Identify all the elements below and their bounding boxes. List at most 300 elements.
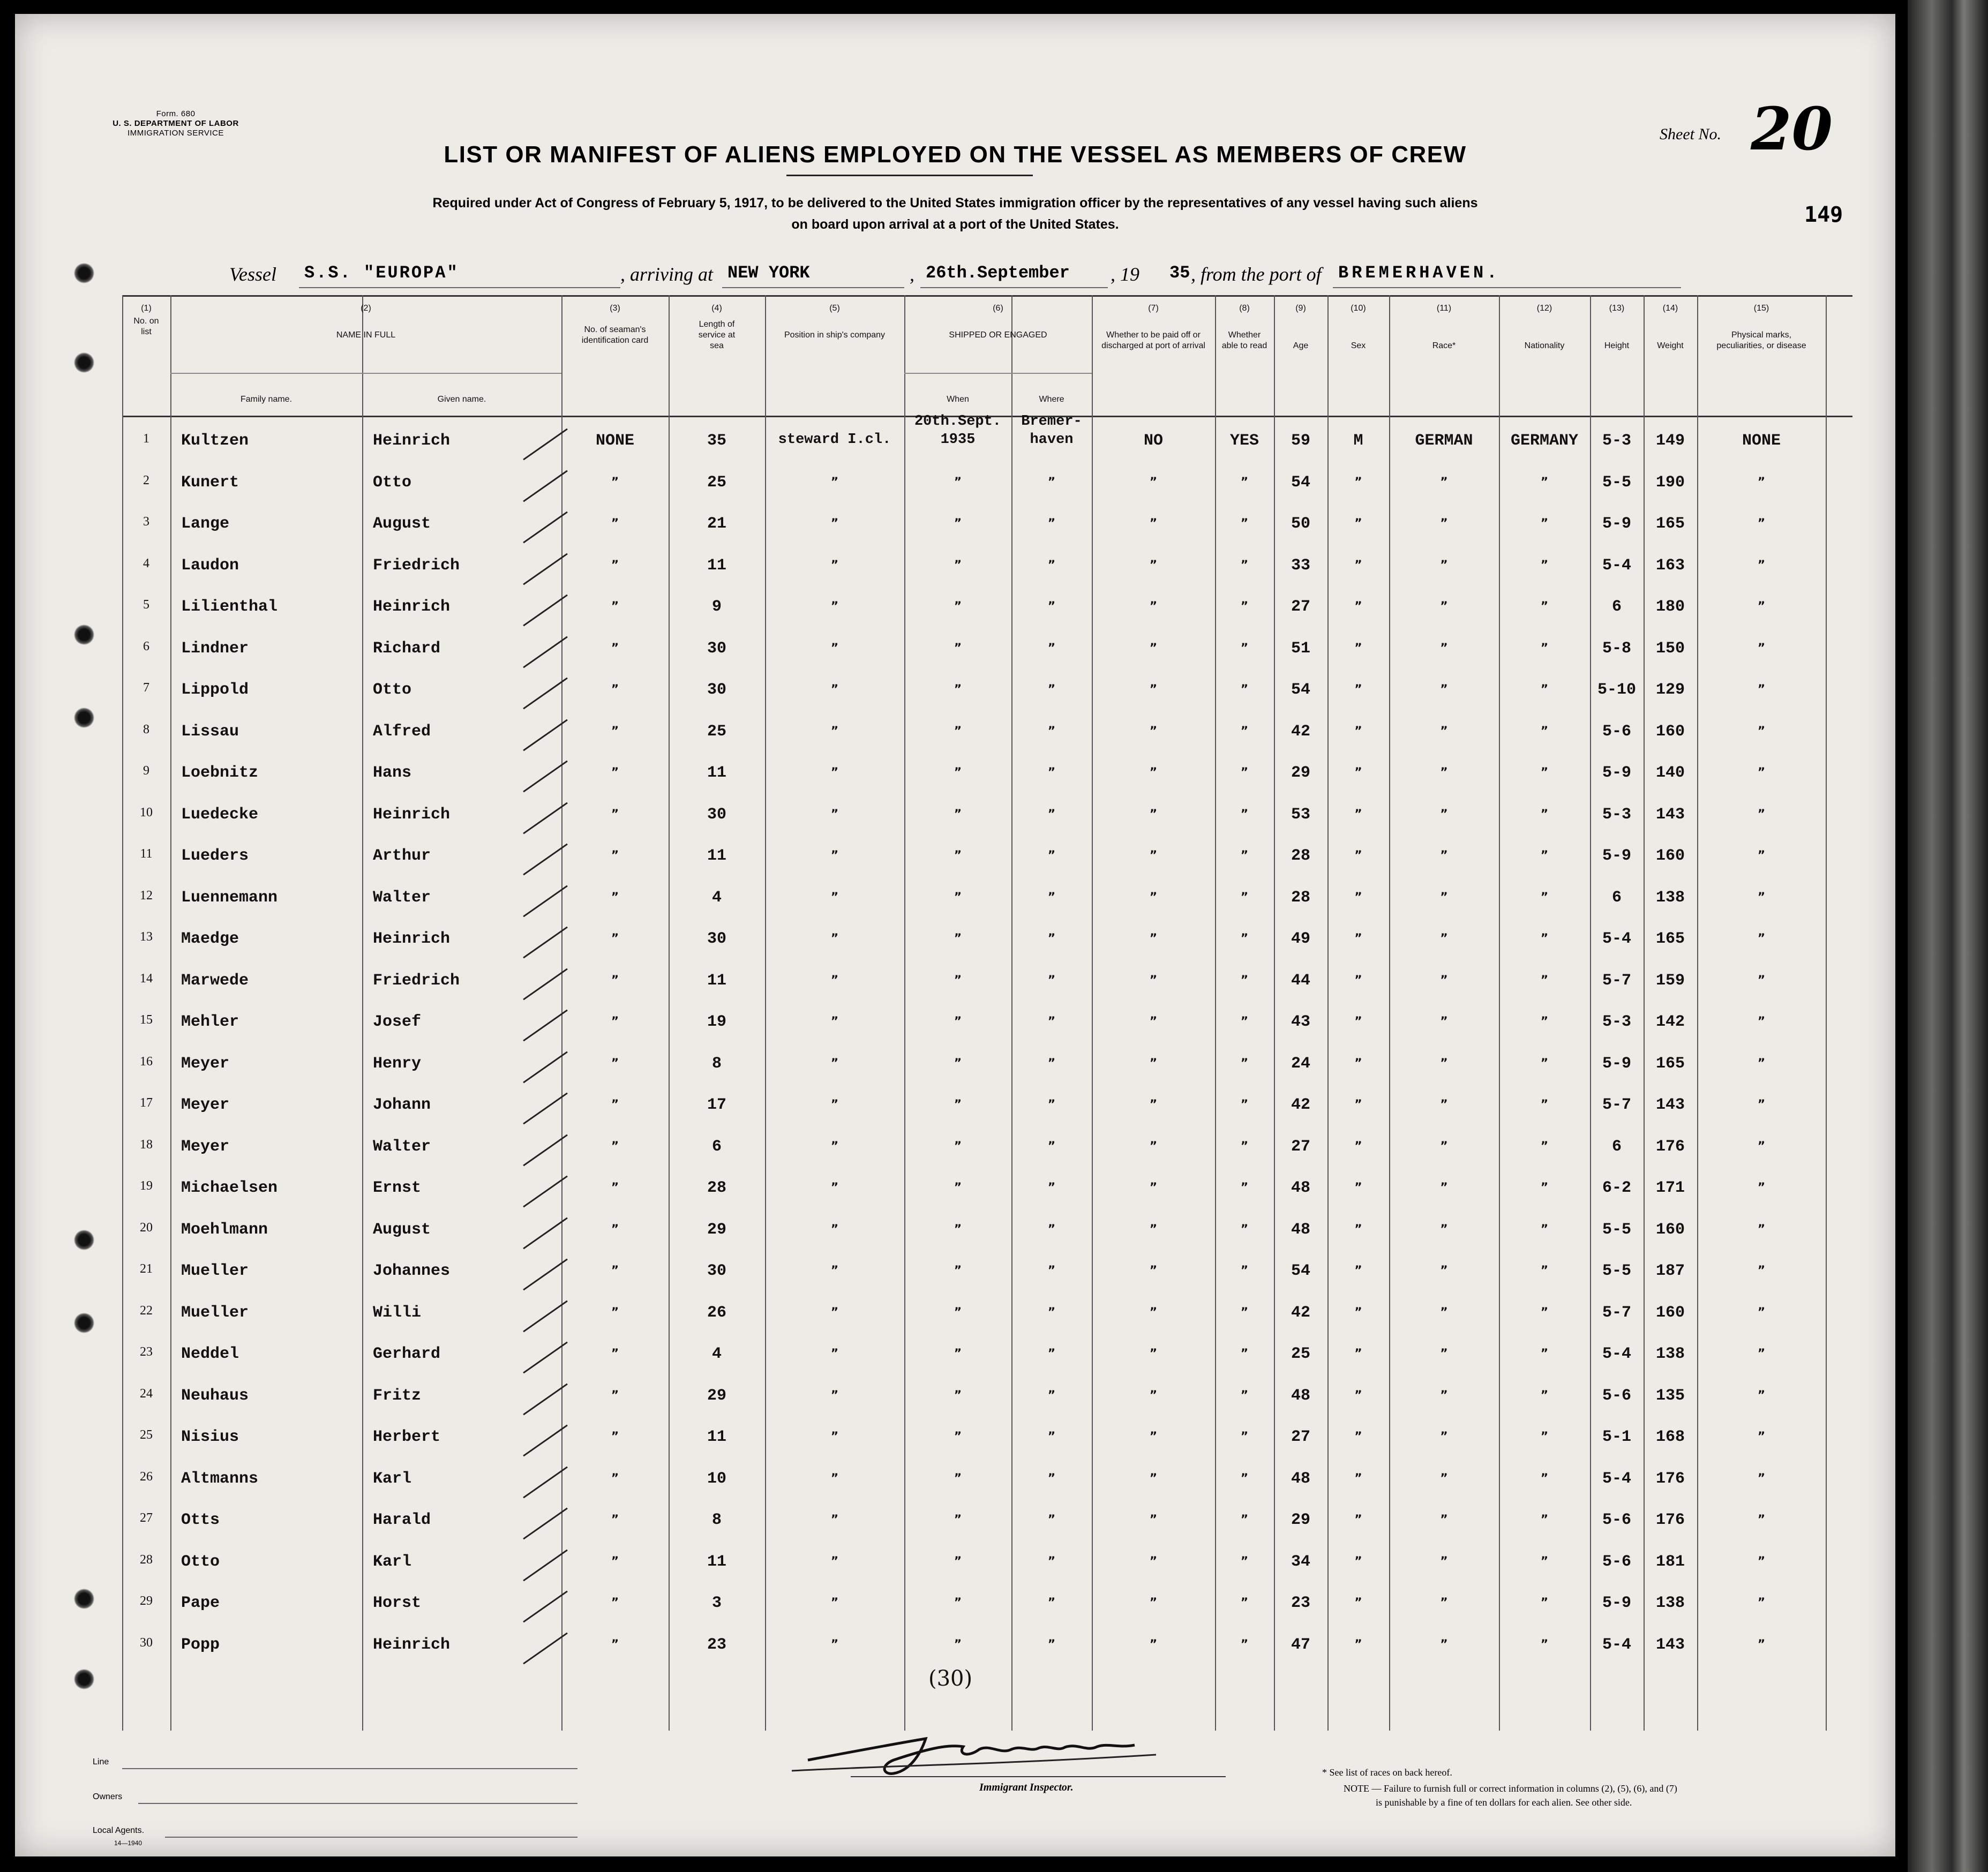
ditto-mark: ”: [1540, 558, 1549, 572]
ditto-mark: ”: [1540, 724, 1549, 738]
ditto-mark: ”: [611, 1264, 619, 1277]
sheet-label: Sheet No.: [1660, 125, 1721, 143]
row-number: 18: [140, 1137, 153, 1152]
ditto-mark: ”: [1149, 517, 1158, 530]
ditto-mark: ”: [1240, 600, 1249, 613]
row-number: 17: [140, 1096, 153, 1110]
family-name: Lippold: [181, 681, 249, 699]
ditto-mark: ”: [1149, 1305, 1158, 1319]
ditto-mark: ”: [1757, 766, 1766, 779]
ditto-mark: ”: [1047, 683, 1056, 696]
given-name: Johann: [373, 1096, 431, 1114]
ditto-mark: ”: [1757, 1222, 1766, 1236]
ditto-mark: ”: [954, 932, 962, 945]
weight: 180: [1655, 598, 1685, 616]
ditto-mark: ”: [1757, 1056, 1766, 1070]
ditto-mark: ”: [1757, 1264, 1766, 1277]
ditto-mark: ”: [1240, 1347, 1249, 1360]
ditto-mark: ”: [611, 1181, 619, 1194]
ditto-mark: ”: [1354, 1554, 1362, 1568]
age: 24: [1291, 1054, 1310, 1073]
ditto-mark: ”: [1440, 1056, 1448, 1070]
age: 48: [1291, 1469, 1310, 1488]
crew-table: [122, 295, 1852, 1731]
ditto-mark: ”: [1440, 849, 1448, 862]
ditto-mark: ”: [611, 849, 619, 862]
family-name: Lueders: [181, 847, 249, 865]
punch-hole: [74, 352, 94, 373]
row-number: 30: [140, 1635, 153, 1650]
family-name: Popp: [181, 1635, 220, 1654]
ditto-mark: ”: [1354, 1596, 1362, 1610]
ditto-mark: ”: [1440, 1471, 1448, 1485]
height: 5-6: [1602, 1386, 1631, 1405]
service-length: 29: [707, 1220, 726, 1239]
page-title: LIST OR MANIFEST OF ALIENS EMPLOYED ON THE VESSEL AS MEMBERS OF CREW: [444, 141, 1467, 168]
height: 5-4: [1602, 930, 1631, 948]
ditto-mark: ”: [954, 1056, 962, 1070]
weight: 163: [1655, 556, 1685, 575]
ditto-mark: ”: [1757, 1388, 1766, 1402]
ditto-mark: ”: [830, 1637, 839, 1651]
ditto-mark: ”: [954, 558, 962, 572]
ditto-mark: ”: [954, 849, 962, 862]
ditto-mark: ”: [1354, 1181, 1362, 1194]
service-length: 25: [707, 473, 726, 492]
row-number: 25: [140, 1428, 153, 1442]
family-name: Laudon: [181, 556, 239, 575]
col-read-header: (8) Whether able to read: [1221, 304, 1267, 350]
ditto-mark: ”: [1149, 890, 1158, 904]
ditto-mark: ”: [1047, 1471, 1056, 1485]
family-name: Meyer: [181, 1096, 230, 1114]
given-name-header: Given name.: [437, 395, 486, 404]
family-name: Luennemann: [181, 888, 278, 907]
ditto-mark: ”: [1047, 517, 1056, 530]
row-number: 23: [140, 1345, 153, 1359]
ditto-mark: ”: [611, 724, 619, 738]
row-number: 2: [143, 473, 149, 487]
ditto-mark: ”: [611, 641, 619, 655]
height: 5-7: [1602, 1096, 1631, 1114]
ditto-mark: ”: [611, 1222, 619, 1236]
age: 44: [1291, 971, 1310, 990]
service-length: 11: [707, 556, 726, 575]
ditto-mark: ”: [830, 890, 839, 904]
col-weight-header: (14) Weight: [1657, 304, 1684, 350]
ditto-mark: ”: [1354, 1098, 1362, 1111]
arrival-year: 35: [1169, 263, 1190, 283]
ditto-mark: ”: [1240, 807, 1249, 821]
inspector-signature: [786, 1723, 1161, 1781]
ditto-mark: ”: [1440, 932, 1448, 945]
ditto-mark: ”: [954, 1637, 962, 1651]
given-name: Alfred: [373, 722, 431, 741]
ditto-mark: ”: [1240, 766, 1249, 779]
ditto-mark: ”: [830, 849, 839, 862]
ditto-mark: ”: [1540, 1388, 1549, 1402]
ditto-mark: ”: [1149, 1056, 1158, 1070]
ditto-mark: ”: [1149, 973, 1158, 987]
ditto-mark: ”: [1149, 1513, 1158, 1527]
ditto-mark: ”: [611, 890, 619, 904]
ditto-mark: ”: [1149, 475, 1158, 489]
ditto-mark: ”: [1047, 1430, 1056, 1444]
height: 5-9: [1602, 847, 1631, 865]
ditto-mark: ”: [1047, 475, 1056, 489]
comma: ,: [910, 264, 914, 285]
ditto-mark: ”: [954, 890, 962, 904]
ditto-mark: ”: [1240, 1554, 1249, 1568]
given-name: Harald: [373, 1511, 431, 1529]
ditto-mark: ”: [1240, 1056, 1249, 1070]
ditto-mark: ”: [1354, 1056, 1362, 1070]
age: 33: [1291, 556, 1310, 575]
shipped-where-2: haven: [1030, 432, 1074, 448]
given-name: Herbert: [373, 1428, 441, 1446]
ditto-mark: ”: [1440, 641, 1448, 655]
family-name: Kultzen: [181, 432, 249, 450]
ditto-mark: ”: [1149, 1139, 1158, 1153]
service-length: 30: [707, 1262, 726, 1280]
service-length: 35: [707, 432, 726, 450]
row-number: 9: [143, 764, 149, 778]
ditto-mark: ”: [1540, 1305, 1549, 1319]
ditto-mark: ”: [1757, 1181, 1766, 1194]
ditto-mark: ”: [1240, 475, 1249, 489]
physical-marks: NONE: [1742, 432, 1781, 450]
ditto-mark: ”: [1540, 1471, 1549, 1485]
owners-rule: [138, 1803, 577, 1804]
ditto-mark: ”: [1757, 890, 1766, 904]
ditto-mark: ”: [1354, 890, 1362, 904]
ditto-mark: ”: [1540, 600, 1549, 613]
ditto-mark: ”: [1354, 683, 1362, 696]
ditto-mark: ”: [1757, 475, 1766, 489]
height: 5-7: [1602, 971, 1631, 990]
ditto-mark: ”: [1149, 849, 1158, 862]
row-number: 24: [140, 1386, 153, 1401]
ditto-mark: ”: [1047, 1388, 1056, 1402]
ditto-mark: ”: [1440, 973, 1448, 987]
family-name: Moehlmann: [181, 1220, 268, 1239]
ditto-mark: ”: [954, 1222, 962, 1236]
line-label: Line: [93, 1757, 109, 1766]
ditto-mark: ”: [1354, 1139, 1362, 1153]
ditto-mark: ”: [830, 932, 839, 945]
ditto-mark: ”: [1149, 1347, 1158, 1360]
weight: 149: [1655, 432, 1685, 450]
age: 54: [1291, 681, 1310, 699]
rule: [1826, 295, 1827, 1731]
ditto-mark: ”: [611, 1305, 619, 1319]
height: 5-5: [1602, 1220, 1631, 1239]
ditto-mark: ”: [1149, 1471, 1158, 1485]
ditto-mark: ”: [1540, 766, 1549, 779]
punch-hole: [74, 625, 94, 645]
ditto-mark: ”: [830, 1471, 839, 1485]
family-name: Mueller: [181, 1262, 249, 1280]
underline: [920, 287, 1108, 288]
weight: 190: [1655, 473, 1685, 492]
ditto-mark: ”: [1540, 1513, 1549, 1527]
service-length: 4: [711, 888, 722, 907]
ditto-mark: ”: [1354, 475, 1362, 489]
ditto-mark: ”: [611, 1513, 619, 1527]
row-number: 5: [143, 598, 149, 612]
col-service-header: (4) Length of service at sea: [698, 304, 736, 350]
ditto-mark: ”: [1757, 1471, 1766, 1485]
weight: 165: [1655, 1054, 1685, 1073]
family-name: Pape: [181, 1594, 220, 1612]
ditto-mark: ”: [611, 973, 619, 987]
given-name: Otto: [373, 681, 412, 699]
ditto-mark: ”: [1047, 1554, 1056, 1568]
ditto-mark: ”: [1540, 1222, 1549, 1236]
age: 43: [1291, 1013, 1310, 1031]
ditto-mark: ”: [1354, 1388, 1362, 1402]
ditto-mark: ”: [1149, 807, 1158, 821]
ditto-mark: ”: [1540, 973, 1549, 987]
ditto-mark: ”: [1354, 724, 1362, 738]
height: 5-8: [1602, 639, 1631, 658]
ditto-mark: ”: [954, 724, 962, 738]
row-number: 14: [140, 971, 153, 986]
vessel-label: Vessel: [229, 264, 276, 285]
ditto-mark: ”: [830, 1015, 839, 1028]
row-number: 26: [140, 1469, 153, 1484]
height: 5-5: [1602, 473, 1631, 492]
ditto-mark: ”: [1540, 1596, 1549, 1610]
service-length: 3: [711, 1594, 722, 1612]
row-number: 12: [140, 888, 153, 903]
ditto-mark: ”: [1047, 766, 1056, 779]
height: 5-7: [1602, 1303, 1631, 1322]
ditto-mark: ”: [1047, 724, 1056, 738]
underline: [722, 287, 904, 288]
row-number: 13: [140, 930, 153, 944]
ditto-mark: ”: [1240, 1305, 1249, 1319]
ditto-mark: ”: [1440, 1596, 1448, 1610]
ditto-mark: ”: [954, 1139, 962, 1153]
ditto-mark: ”: [830, 1430, 839, 1444]
given-name: Ernst: [373, 1179, 422, 1197]
weight: 165: [1655, 515, 1685, 533]
weight: 181: [1655, 1552, 1685, 1571]
ditto-mark: ”: [1540, 932, 1549, 945]
ditto-mark: ”: [830, 1596, 839, 1610]
ditto-mark: ”: [1240, 1471, 1249, 1485]
ditto-mark: ”: [1240, 1596, 1249, 1610]
punch-hole: [74, 1230, 94, 1250]
punch-hole: [74, 708, 94, 728]
ditto-mark: ”: [830, 475, 839, 489]
age: 48: [1291, 1179, 1310, 1197]
ditto-mark: ”: [1354, 1015, 1362, 1028]
service-length: 11: [707, 847, 726, 865]
rule: [122, 295, 1852, 297]
ditto-mark: ”: [1047, 1305, 1056, 1319]
given-name: Heinrich: [373, 805, 451, 824]
ditto-mark: ”: [1440, 1637, 1448, 1651]
ditto-mark: ”: [1149, 1098, 1158, 1111]
rule: [904, 373, 1092, 374]
service-length: 23: [707, 1635, 726, 1654]
row-number: 20: [140, 1220, 153, 1235]
underline: [299, 287, 620, 288]
weight: 168: [1655, 1428, 1685, 1446]
ditto-mark: ”: [1047, 1139, 1056, 1153]
able-to-read: YES: [1229, 432, 1259, 450]
ditto-mark: ”: [954, 475, 962, 489]
ditto-mark: ”: [1540, 1554, 1549, 1568]
ditto-mark: ”: [1440, 1388, 1448, 1402]
height: 5-4: [1602, 556, 1631, 575]
ditto-mark: ”: [1047, 932, 1056, 945]
ditto-mark: ”: [954, 766, 962, 779]
ditto-mark: ”: [1540, 1430, 1549, 1444]
where-header: Where: [1039, 395, 1064, 404]
ditto-mark: ”: [611, 1347, 619, 1360]
ditto-mark: ”: [1354, 807, 1362, 821]
vessel-name: S.S. "EUROPA": [304, 263, 459, 283]
height: 5-3: [1602, 432, 1631, 450]
ditto-mark: ”: [954, 1015, 962, 1028]
ditto-mark: ”: [954, 807, 962, 821]
ditto-mark: ”: [1354, 1471, 1362, 1485]
ditto-mark: ”: [1440, 558, 1448, 572]
ditto-mark: ”: [1757, 1554, 1766, 1568]
note-line-2: is punishable by a fine of ten dollars for each alien. See other side.: [1376, 1797, 1632, 1808]
weight: 143: [1655, 805, 1685, 824]
ditto-mark: ”: [611, 683, 619, 696]
ditto-mark: ”: [1149, 1596, 1158, 1610]
family-name-header: Family name.: [240, 395, 292, 404]
ditto-mark: ”: [1240, 558, 1249, 572]
col-card-header: (3) No. of seaman's identification card: [581, 304, 649, 345]
ditto-mark: ”: [1757, 932, 1766, 945]
ditto-mark: ”: [611, 1430, 619, 1444]
weight: 150: [1655, 639, 1685, 658]
ditto-mark: ”: [1047, 1098, 1056, 1111]
ditto-mark: ”: [954, 1181, 962, 1194]
family-name: Mehler: [181, 1013, 239, 1031]
ditto-mark: ”: [954, 1098, 962, 1111]
ditto-mark: ”: [1047, 1513, 1056, 1527]
family-name: Marwede: [181, 971, 249, 990]
ditto-mark: ”: [1757, 517, 1766, 530]
subtitle-line-2: on board upon arrival at a port of the United States.: [791, 217, 1119, 232]
ditto-mark: ”: [1757, 1637, 1766, 1651]
family-name: Luedecke: [181, 805, 259, 824]
service-length: 26: [707, 1303, 726, 1322]
given-name: Arthur: [373, 847, 431, 865]
owners-label: Owners: [93, 1792, 123, 1801]
ditto-mark: ”: [1047, 973, 1056, 987]
sex: M: [1353, 432, 1363, 450]
ditto-mark: ”: [1440, 1098, 1448, 1111]
ditto-mark: ”: [1354, 517, 1362, 530]
age: 42: [1291, 1303, 1310, 1322]
ditto-mark: ”: [830, 683, 839, 696]
col-height-header: (13) Height: [1604, 304, 1630, 350]
ditto-mark: ”: [830, 517, 839, 530]
stamp-number: 149: [1804, 202, 1843, 227]
service-length: 30: [707, 930, 726, 948]
ditto-mark: ”: [1354, 766, 1362, 779]
weight: 160: [1655, 847, 1685, 865]
ditto-mark: ”: [954, 1264, 962, 1277]
from-port: BREMERHAVEN.: [1338, 263, 1501, 283]
paid-off: NO: [1143, 432, 1163, 450]
ditto-mark: ”: [1149, 1181, 1158, 1194]
ditto-mark: ”: [1354, 849, 1362, 862]
when-header: When: [947, 395, 969, 404]
ditto-mark: ”: [830, 1222, 839, 1236]
ditto-mark: ”: [830, 558, 839, 572]
row-number: 7: [143, 681, 149, 695]
col-shipped-header: (6) SHIPPED OR ENGAGED: [949, 304, 1047, 340]
ditto-mark: ”: [830, 1554, 839, 1568]
ditto-mark: ”: [1540, 517, 1549, 530]
age: 42: [1291, 1096, 1310, 1114]
ditto-mark: ”: [1540, 1139, 1549, 1153]
ditto-mark: ”: [1540, 641, 1549, 655]
age: 34: [1291, 1552, 1310, 1571]
ditto-mark: ”: [1149, 932, 1158, 945]
given-name: Henry: [373, 1054, 422, 1073]
ditto-mark: ”: [1757, 1015, 1766, 1028]
ditto-mark: ”: [1354, 641, 1362, 655]
ditto-mark: ”: [1149, 1264, 1158, 1277]
family-name: Meyer: [181, 1054, 230, 1073]
family-name: Lissau: [181, 722, 239, 741]
note-line-1: NOTE — Failure to furnish full or correct information in columns (2), (5), (6), and (7): [1344, 1783, 1677, 1794]
age: 59: [1291, 432, 1310, 450]
row-number: 29: [140, 1594, 153, 1608]
row-number: 11: [140, 847, 153, 861]
age: 50: [1291, 515, 1310, 533]
ditto-mark: ”: [1240, 973, 1249, 987]
weight: 171: [1655, 1179, 1685, 1197]
ditto-mark: ”: [1757, 1513, 1766, 1527]
service-length: 17: [707, 1096, 726, 1114]
ditto-mark: ”: [1540, 1098, 1549, 1111]
ditto-mark: ”: [1354, 1637, 1362, 1651]
service-length: 29: [707, 1386, 726, 1405]
given-name: Gerhard: [373, 1345, 441, 1363]
ditto-mark: ”: [1354, 932, 1362, 945]
ditto-mark: ”: [1440, 600, 1448, 613]
rule: [170, 295, 171, 1731]
given-name: Heinrich: [373, 1635, 451, 1654]
ditto-mark: ”: [1149, 683, 1158, 696]
ditto-mark: ”: [611, 1596, 619, 1610]
service-length: 21: [707, 515, 726, 533]
ditto-mark: ”: [1149, 766, 1158, 779]
given-name: Friedrich: [373, 971, 460, 990]
service-length: 8: [711, 1054, 722, 1073]
ditto-mark: ”: [954, 1554, 962, 1568]
form-number: Form. 680: [156, 109, 196, 118]
weight: 135: [1655, 1386, 1685, 1405]
height: 6: [1611, 888, 1622, 907]
ditto-mark: ”: [1440, 1222, 1448, 1236]
family-name: Lange: [181, 515, 230, 533]
ditto-mark: ”: [830, 724, 839, 738]
given-name: Walter: [373, 888, 431, 907]
weight: 140: [1655, 764, 1685, 782]
